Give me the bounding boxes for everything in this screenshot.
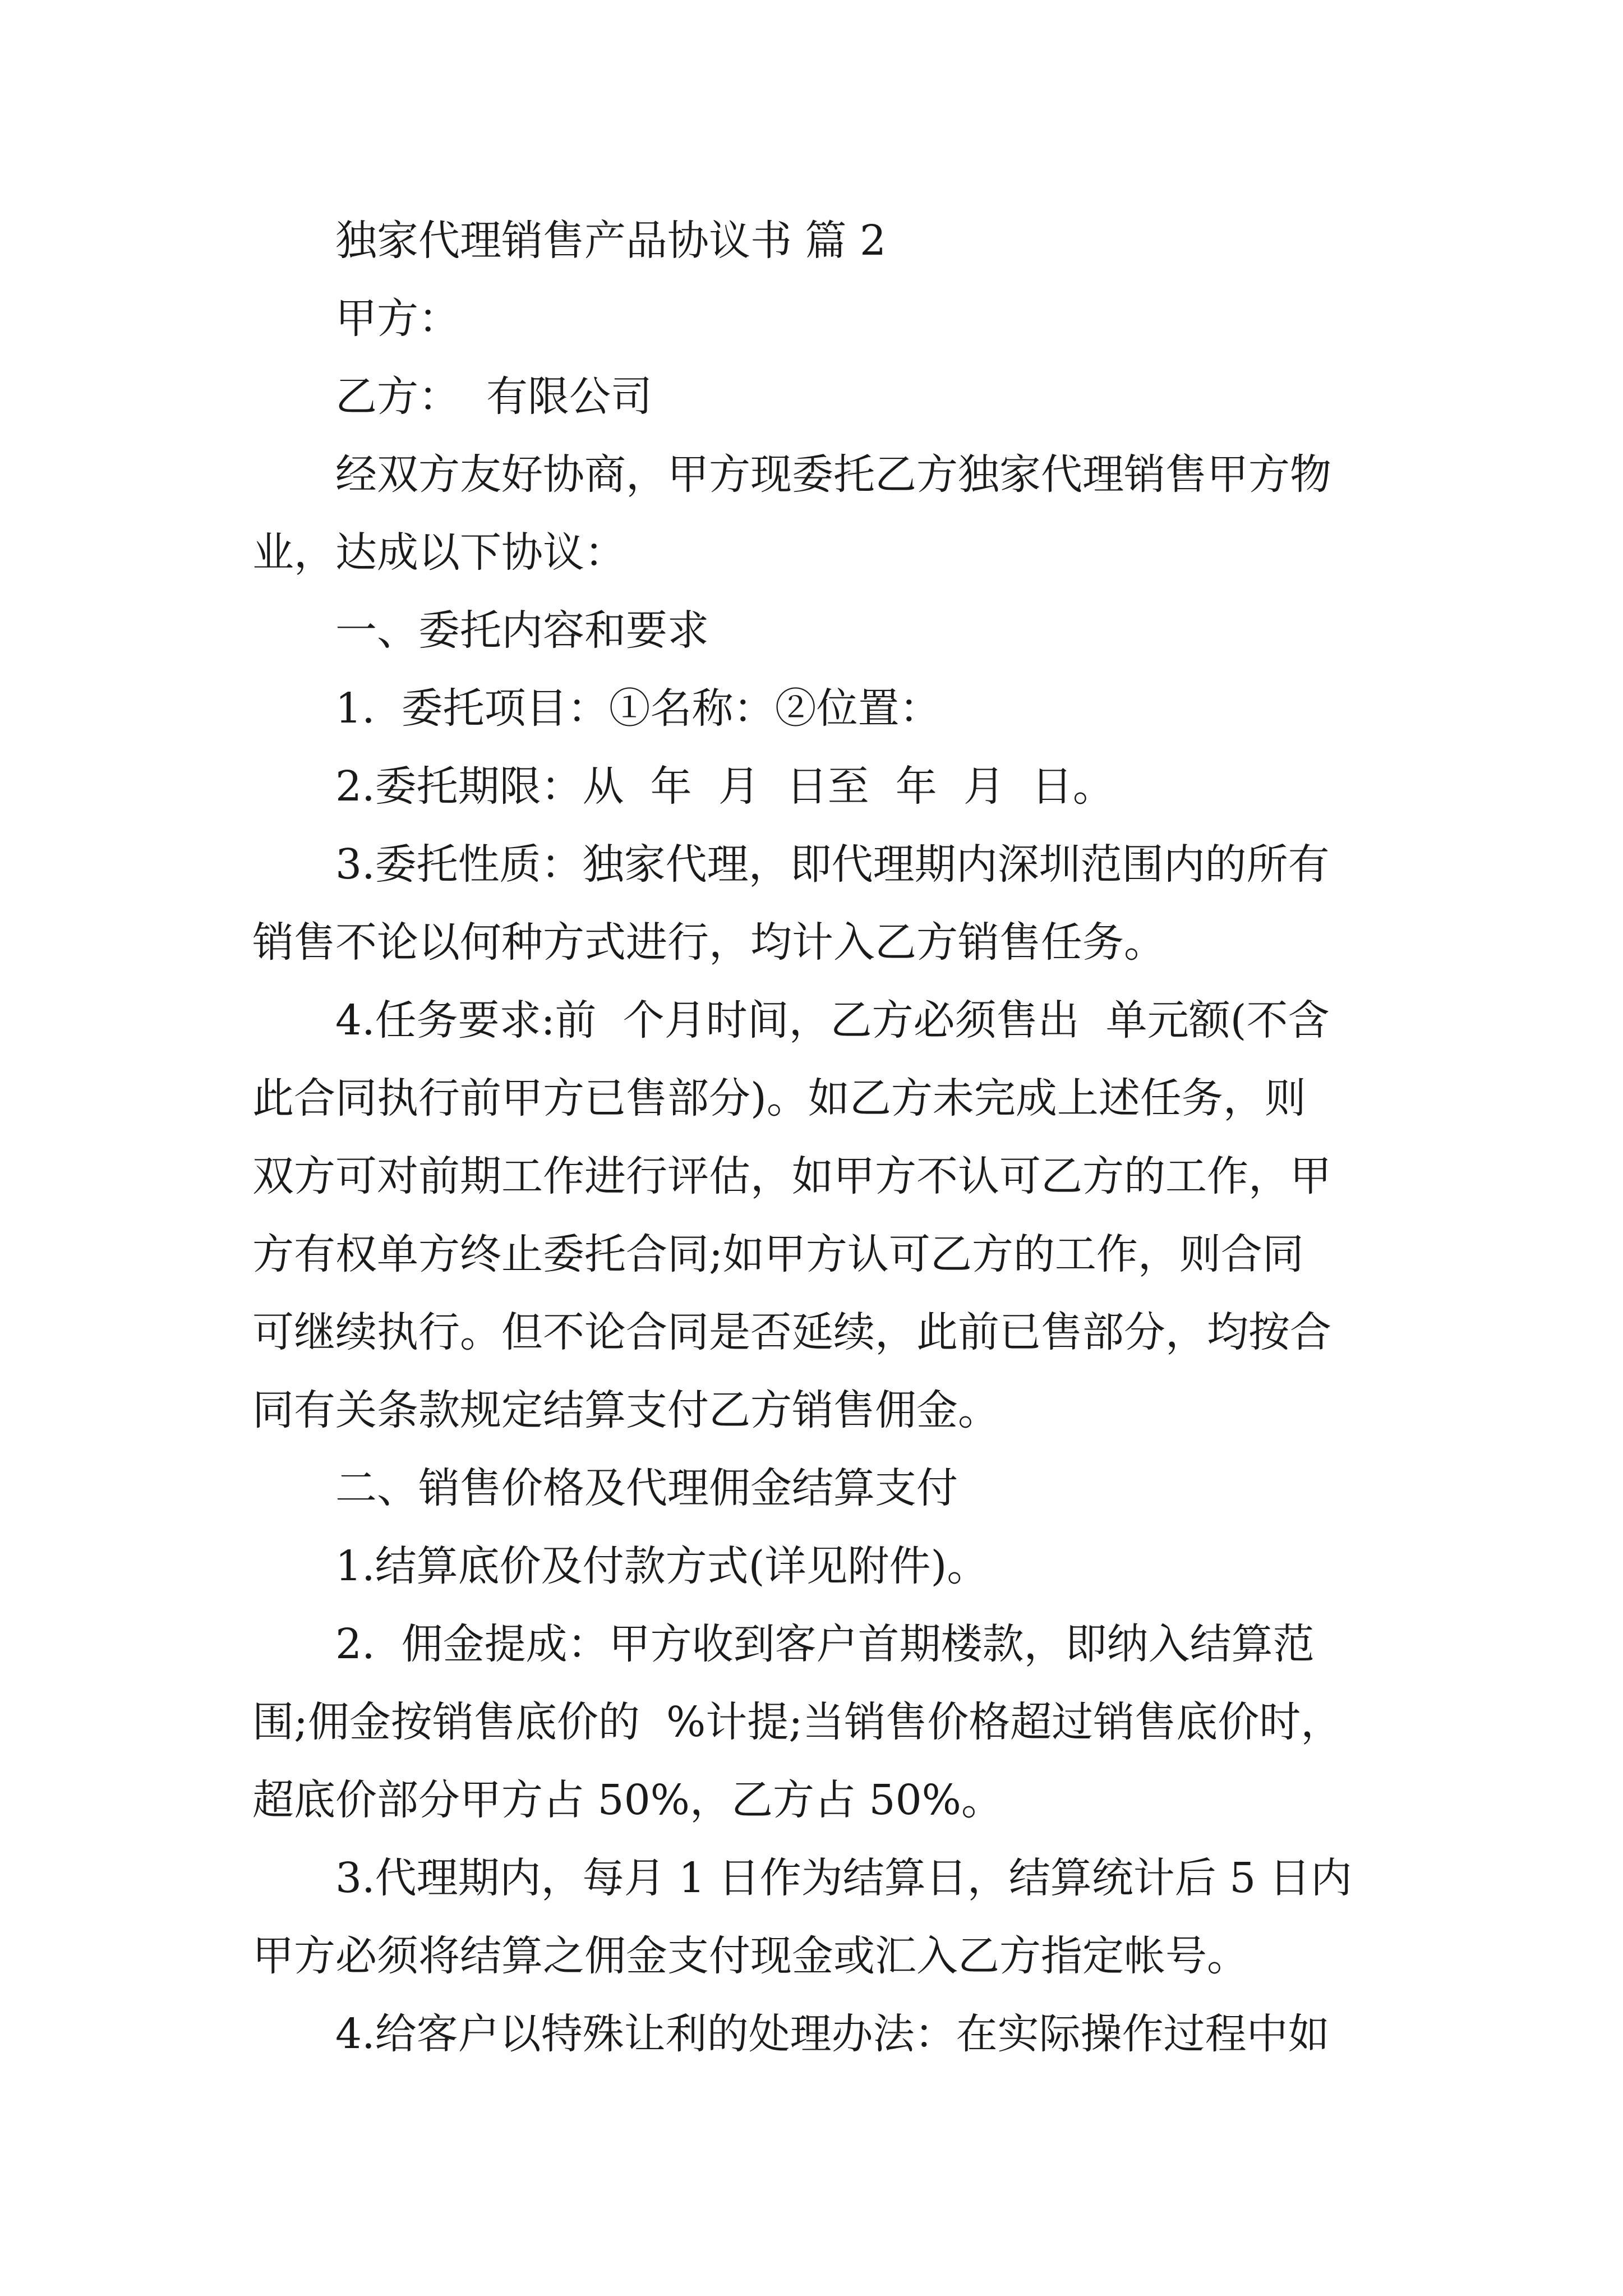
party-a-line: 甲方： [335, 295, 460, 343]
paragraph-line: 经双方友好协商，甲方现委托乙方独家代理销售甲方物 [335, 450, 1331, 499]
clause-line: 3.代理期内，每月 1 日作为结算日，结算统计后 5 日内 [335, 1854, 1352, 1902]
clause-line: 可继续执行。但不论合同是否延续，此前已售部分，均按合 [252, 1308, 1331, 1356]
clause-line: 销售不论以何种方式进行，均计入乙方销售任务。 [252, 918, 1165, 967]
document-title: 独家代理销售产品协议书 篇 2 [335, 217, 887, 265]
party-b-line: 乙方： 有限公司 [335, 372, 653, 421]
section-heading: 二、销售价格及代理佣金结算支付 [335, 1464, 958, 1512]
clause-line: 4.任务要求:前 个月时间，乙方必须售出 单元额(不含 [335, 996, 1330, 1045]
clause-line: 此合同执行前甲方已售部分)。如乙方未完成上述任务，则 [252, 1074, 1306, 1122]
clause-line: 2. 佣金提成：甲方收到客户首期楼款，即纳入结算范 [335, 1620, 1315, 1668]
clause-line: 3.委托性质：独家代理，即代理期内深圳范围内的所有 [335, 840, 1330, 889]
clause-line: 4.给客户以特殊让利的处理办法：在实际操作过程中如 [335, 2010, 1330, 2058]
clause-line: 1.结算底价及付款方式(详见附件)。 [335, 1542, 989, 1590]
clause-line: 方有权单方终止委托合同;如甲方认可乙方的工作，则合同 [252, 1230, 1304, 1278]
paragraph-line: 业，达成以下协议： [252, 528, 626, 577]
document-body [252, 202, 1385, 2073]
section-heading: 一、委托内容和要求 [335, 606, 709, 655]
clause-line: 超底价部分甲方占 50%，乙方占 50%。 [252, 1776, 1003, 1824]
clause-line: 同有关条款规定结算支付乙方销售佣金。 [252, 1386, 999, 1434]
clause-line: 2.委托期限：从 年 月 日至 年 月 日。 [335, 762, 1114, 811]
clause-line: 围;佣金按销售底价的 %计提;当销售价格超过销售底价时， [252, 1698, 1343, 1746]
clause-line: 甲方必须将结算之佣金支付现金或汇入乙方指定帐号。 [252, 1932, 1248, 1980]
clause-line: 双方可对前期工作进行评估，如甲方不认可乙方的工作，甲 [252, 1152, 1331, 1200]
clause-line: 1. 委托项目：①名称：②位置： [335, 684, 941, 733]
